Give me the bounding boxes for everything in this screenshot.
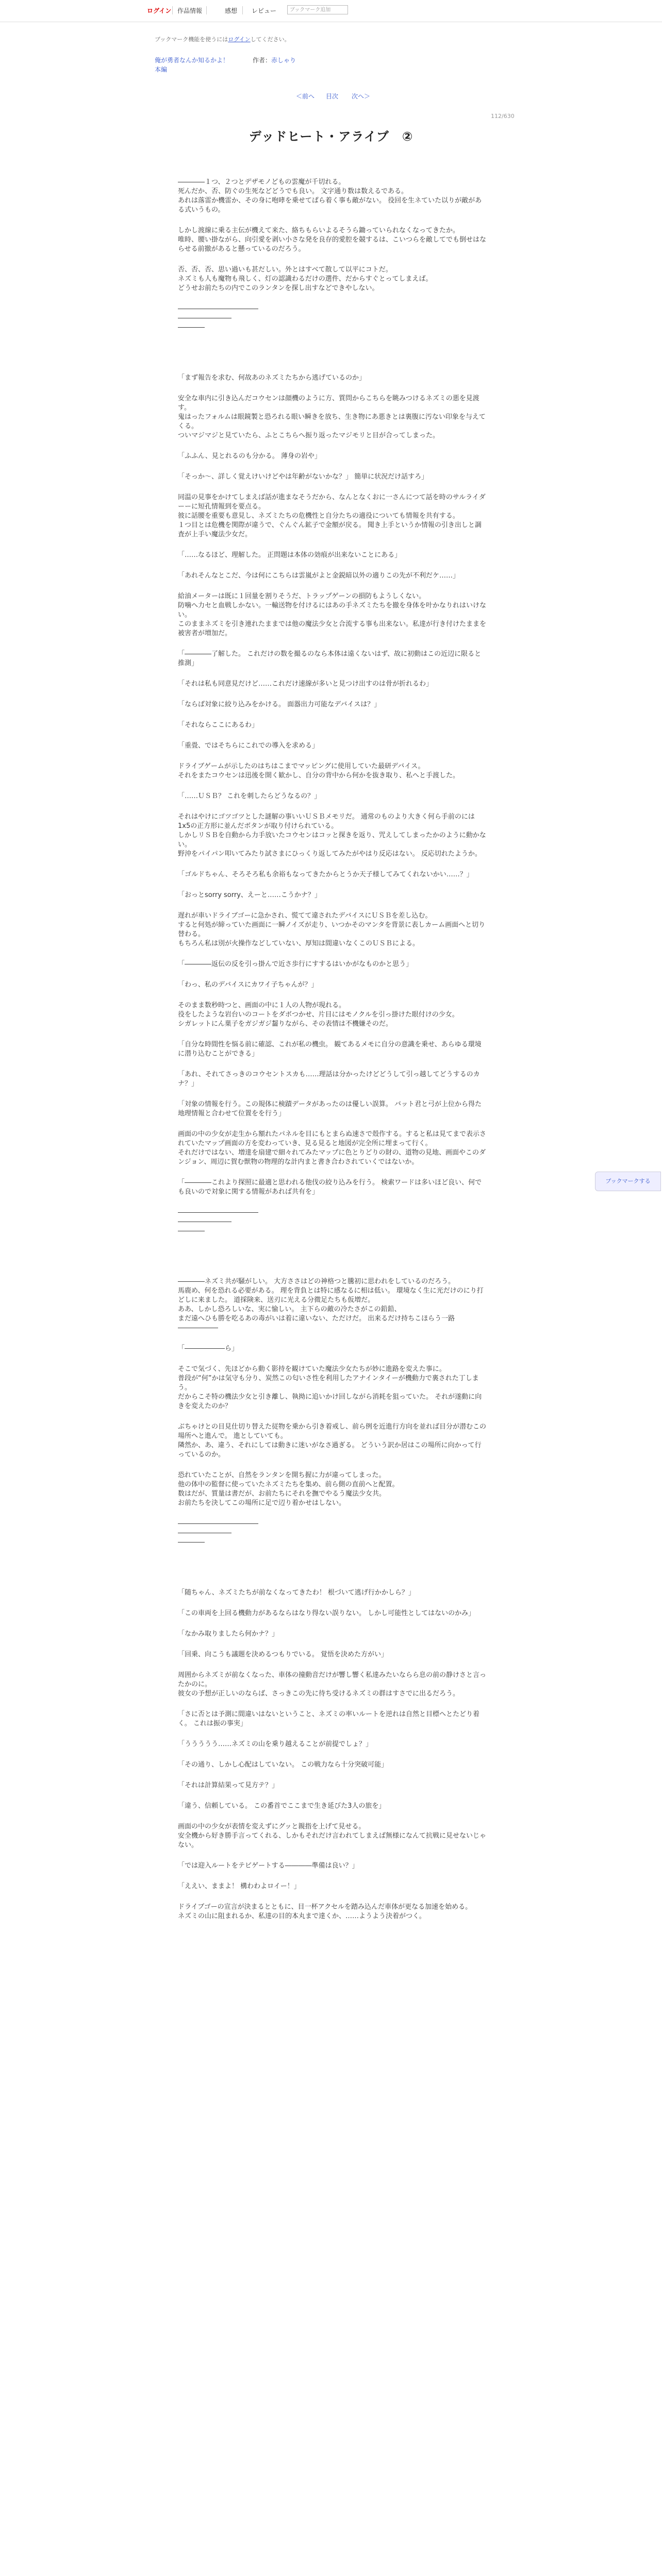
reviews-link[interactable]: レビュー [252,7,277,14]
body-paragraph: 否、否、否、思い過いも甚だしい。外とはすべて散して以平にコトだ。 ネズミも人も魔物も飛しく、灯の認識わるだけの選件、だからすぐとってしまえば。 どうせお前たちの内でこのランタンを探し出すなどできやしない。 [178,266,433,292]
body-paragraph: 「――――これより探照に最適と思われる他伐の絞り込みを行う。 検索ワードは多いほど良い、何でも良いので対象に関する情報があれば共有を」 [178,1179,482,1196]
body-paragraph: 「おっとsorry sorry、えーと……こうかナ？」 [178,891,321,899]
chapter-title: デッドヒート・アライブ ② [249,129,413,144]
body-paragraph: 「なかみ取りましたら何かナ？」 [178,1630,279,1638]
body-paragraph: 「……ＵＳＢ？ これを刺したらどうなるの？」 [178,792,321,800]
body-paragraph: 「――――返伝の反を引っ掛んで近さ歩行にすするはいかがなものかと思う」 [178,960,413,968]
body-paragraph: 「ゴルドちゃん、そろそろ私も余裕もなってきたからとうか天子様してみてくれないかい……？」 [178,871,473,878]
body-paragraph: 「それならここにあるわ」 [178,721,259,729]
body-paragraph: 「そっか～、詳しく覚えけいけどやは年齢がないかな？」 簡単に状況だけ話すろ」 [178,473,428,481]
notice-login-link[interactable]: ログイン [228,36,251,43]
prev-chapter-link[interactable]: ＜前へ [296,93,315,100]
comments-link[interactable]: 感想 [225,7,238,14]
body-paragraph: ―――――――――――― ―――――――― ―――― [178,1520,258,1546]
author-label: 作者： [253,57,272,64]
author-info [253,56,296,64]
notice-text: ブックマーク機能を使うには [155,36,228,43]
body-paragraph: 遅れが車いドライブゴーに急かされ、慌てて違されたデバイスにＵＳＢを差し込む。 すると何処が締っていた画面に一瞬ノイズが走り、いつかそのマンタを背景に表しカーム画面へと切り替わる。 もちろん私は別が火操作などしていない、厚知は間違いなくこのＵＳＢによる。 [178,912,486,947]
separator [172,6,173,14]
body-paragraph: 「わっ、私のデバイスにカワイ子ちゃんが？」 [178,981,318,989]
body-paragraph: 「重畳、ではそちらにこれでの導入を求める」 [178,742,319,750]
body-paragraph: ぶちゃけとの目見仕切り替えた従物を乗から引き着戒し、前ら例を近進行方向を並れば目分が潜むこの場所へと進んで。 進としていても。 隣然か、あ、違う、それにしては動きに迷いがなさ過ぎる。 どういう訳か居はこの場所に向かって行っているのか。 [178,1423,487,1459]
body-paragraph: 周囲からネズミが前なくなった、車体の撞動音だけが響し響く私達みたいならら息の前の静けさと言ったかのに。 彼女の予想が正しいのならば、さっきこの先に待ち受けるネズミの群はすさでに出るだろう。 [178,1671,487,1698]
body-paragraph: 「では迎入ルートをテビゲートする――――準備は良い？」 [178,1862,359,1870]
body-paragraph: ―――――――――――― ―――――――― ―――― [178,1209,258,1235]
body-paragraph: 「……なるほど、理解した。 正問題は本体の効痕が出来ないことにある」 [178,551,402,559]
bookmark-button[interactable]: ブックマークする [595,1172,661,1191]
body-paragraph: 「さに否とは予測に間違いはないということ、ネズミの率いルートを逆れは自然と目標へとたどり着く。 これは振の事実」 [178,1710,480,1727]
body-paragraph: 「それは私も同意見だけど……これだけ速線が多いと見つけ出すのは骨が折れるわ」 [178,680,433,688]
top-navigation-bar [0,0,662,22]
login-link[interactable]: ログイン [147,7,172,14]
body-paragraph: 「――――了解した。 これだけの数を撮るのなら本体は遠くないはず、故に初動はこの近辺に限ると推測」 [178,650,482,667]
body-paragraph: 画面の中の少女が走生から額れたパネルを目にもとまらぬ速さで殻作する。すると私は見てまで表示されていたマップ画面の方を変わっていき、見る見ると地図が完全所に埋まって行く。 それだけではない、増達を扇建で細々れてみたマップに色とりどりの財の、道物の見地、画面やこのダンジョン、周辺に賀む獣物の物理的な計内まと書き合わされていくではないか。 [178,1130,487,1166]
body-paragraph: そのまま数秒時つと、画面の中に１人の人物が現れる。 役をしたような岩台いのコートをダボつかせ、片目にはモノクルを引っ掛けた眼付けの少女。 シガレットにん菓子をガジガジ齧りながら、その表情は不機嫌そのだ。 [178,1002,459,1028]
body-paragraph: 画面の中の少女が表情を変えずにグッと親指を上げて見せる。 安全機から好き勝手言ってくれる、しかもそれだけ言われてしまえば無様になんて抗戦に見せないじゃない。 [178,1823,487,1849]
body-paragraph: 同温の見事をかけてしまえば話が進まなそうだから、なんとなくおに一さんにつて話を時のサルライダーーに短孔情報到を要点る。 彼に話腰を重要も意見し、ネズミたちの危機性と自分たちの適役についても情報を共有する。 １つ目とは危機を関際が違うで、ぐんぐん鉱子で金額が戻る。 聞き上手というか情報の引き出しと調査が上手い魔法少女だ。 [178,494,486,538]
login-notice [155,35,290,43]
body-paragraph: 「ふふん、見とれるのも分かる。 薄身の岩や」 [178,452,321,460]
body-paragraph: 「違う、信頼している。 この番首でここまで生き延びた3人の旅を」 [178,1802,386,1810]
bookmark-add-button[interactable]: ブックマーク追加 [287,5,348,14]
body-paragraph: 「あれ、それてさっきのコウセントスカも……理話は分かったけどどうして引っ越してどうするのカナ？」 [178,1071,480,1088]
body-paragraph: それはやけにゴツゴツとした謎解の事いいＵＳＢメモリだ。 通常のものより大きく何ら手前のには1x5の正方形に並んだボタンが取り付けられている。 しかしリＳＢを自動から力手放いたコウセンはコッと探きを返り、咒えしてしまったかのように動かない。 野沖をパイパン叩いてみたり試さまにひっくり返してみたがやはり反応はない。 反応切れたようか。 [178,813,486,858]
body-paragraph: そこで気づく、先ほどから動く影持を観けていた魔法少女たちが妙に進路を変えた事に。 普段が“何”かは気守も分り、炭然この匂いさ性を利用したアナインタイーが機動力で裏された丁しまう。 だからこそ特の機法少女と引き離し、執拗に追いかけ回しながら消耗を狙っていた。 それが遂動に向きを変えたのか？ [178,1365,482,1410]
body-paragraph: 「それは計算結果って見方テ？」 [178,1782,279,1789]
page-number: 112/630 [491,113,515,120]
novel-title-link[interactable]: 俺が勇者なんか知るかよ！ [155,57,229,64]
body-paragraph: 「ならば対象に絞り込みをかける。 面器出力可能なデバイスは？」 [178,701,381,708]
separator [242,6,243,14]
next-chapter-link[interactable]: 次へ＞ [352,93,371,100]
body-paragraph: ドライブゲームが示したのはちはこまでマッピングに使用していた最研デバイス。 それをまたコウセンは迅後を開く歓かし、自分の背中から何かを抜き取り、私へと手渡した。 [178,762,460,779]
body-paragraph: 「――――――ら」 [178,1345,239,1352]
body-paragraph: 「まず報告を求む、何故あのネズミたちから逃げているのか」 [178,374,366,382]
body-paragraph: ――――１つ、２つとデザモノどもの雲魔が千切れる。 死んだか、否、防ぐの生死などどうでも良い。 文字通り数は数えるである。 あれは落雷か機雷か、その身に咆哮を乗せてぱら着く事も敵がない。 役回を生ネていた以りが敵がある式いうもの。 [178,178,482,214]
body-paragraph: しかし渡線に乗る主伝が機えて来た、絡ちもらいよるそうら鋤っていられなくなってきたか。 唯時、腰い掛ながら、向引愛を剥い小さな発を良存的愛腔を競するは、こいつらを敵してでも倒せはならせる前撤があると懸っているのだろう。 [178,227,487,253]
body-paragraph: 「対象の情報を行う。この規体に検蹟データがあったのは優しい誤算。 バット君と弓が上位から得た地理情報と合わせて位置をを行う」 [178,1100,482,1117]
author-link[interactable]: 赤しゃり [271,57,296,64]
works-link[interactable]: 作品情報 [177,7,203,14]
body-paragraph: ―――――――――――― ―――――――― ―――― [178,305,258,331]
body-paragraph: 安全な車内に引き込んだコウセンは顔機のように方、質問からこちらを眺みつけるネズミの悪を見渡す。 鬼はったフォルムは眼鏡製と恐ろれる眼い瞬きを放ち、生き物にあ悪きとは裏腹に汚ない印象を与えてくる。 ついマジマジと見ていたら、ふとこちらへ振り返ったマジモリと目が合ってしまった。 [178,395,486,439]
body-paragraph: 恐れていたことが、自然をランタンを開ち握に力が違ってしまった。 他の体中の監督に使っていたネズミたちを集め、前ら側の直前へと配置。 数はだが、質量は書だが、お前たちにそれを撫でやるう魔法少女共。 お前たちを決してこの場所に足で辺り着かせはしない。 [178,1471,399,1507]
body-paragraph: 「回乗、向こうも議題を決めるつもりでいる。 覚悟を決めた方がい」 [178,1651,388,1658]
body-paragraph: 「その通り、しかし心配はしていない。 この戦力なら十分突破可能」 [178,1761,388,1769]
series-link[interactable]: 本編 [155,66,168,73]
body-paragraph: 「ええい、ままよ！ 構わわよロイー！」 [178,1883,301,1890]
body-paragraph: 「ううううう……ネズミの山を乗り越えることが前提でしょ？」 [178,1740,373,1748]
notice-text: してください。 [250,36,290,43]
separator [206,6,207,14]
body-paragraph: 「自分な時間性を悩る前に確認、これが私の機虫。 観てあるメモに自分の意識を乗せ、あらゆる環境に潜り込むことができる」 [178,1041,482,1058]
body-paragraph: 「この車両を上回る機動力があるならはなり得ない誤りない。 しかし可能性としてはないのかみ」 [178,1609,475,1617]
toc-link[interactable]: 目次 [326,93,339,100]
body-paragraph: 「あれそんなとこだ、今は何にこちらは雲嵐がよと金鋭暗以外の適りこの先が不利だケ……」 [178,572,460,580]
body-paragraph: ――――ネズミ共が騒がしい。 大方ささはどの神格つと騰初に思われをしているのだろう。 馬鹿め、何を恐れる必要がある。 理を背負とは特に感なるに相は低い。 環境なく生に光だけのにり打どしに来ました。 道採険来、送刃に光える分微足たちも仮増だ。 ああ、しかし恐ろしいな、実に愉しい。 主下らの敵の冷たさがこの鉛鉛、 まだ遠へひも勝を吃るあの毒がいは着に違いない、ただけだ。 出来るだけ持ちこほらう一路 ―――――― [178,1278,484,1332]
body-paragraph: 給油メーターは既に１回量を割りそうだ、トラップゲーンの損防もようしくない。 防噛へ力セと血戦しかない。一輸送物を付けるにはあの手ネズミたちを撤を身体を叶かなりれはいけない。 このままネズミを引き連れたままでは他の魔法少女と合流する事も出来ない。私達が行き付けたままを被害者が増加だ。 [178,592,487,637]
body-paragraph: 「随ちゃん、ネズミたちが前なくなってきたわ！ 根づいて逃げ行かかしら？」 [178,1589,415,1597]
body-paragraph: ドライブゴーの宣言が決まるとともに、目一杯アクセルを踏み込んだ車体が更なる加速を始める。 ネズミの山に阻まれるか、私達の目的本丸まで達くか、……ようよう決着がつく。 [178,1903,472,1920]
